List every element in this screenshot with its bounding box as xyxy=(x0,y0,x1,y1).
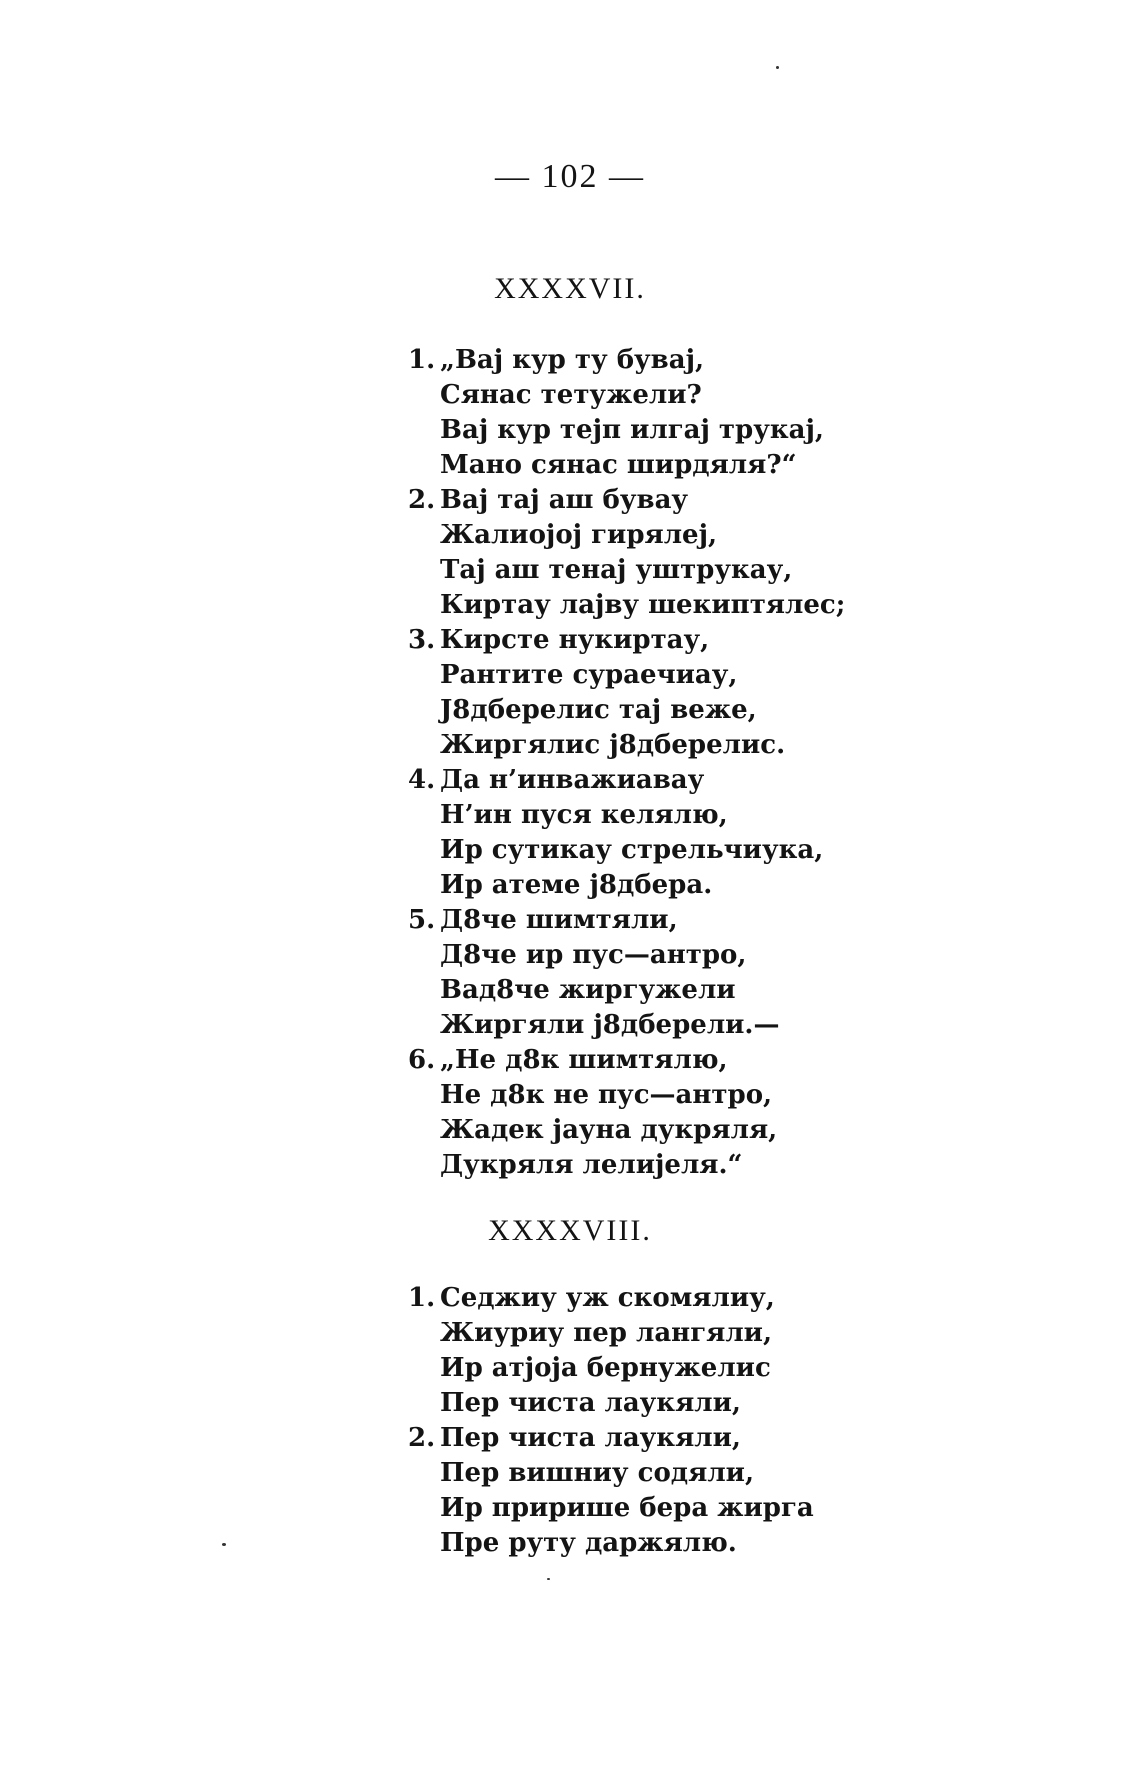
verse-text: Вај кур тејп илгај трукај, xyxy=(440,415,824,445)
verse-text: Ир сутикау стрельчиука, xyxy=(440,835,824,865)
verse-line xyxy=(408,1386,814,1421)
verse-text: Жиргялис ј8дберелис. xyxy=(440,730,786,760)
verse-line xyxy=(408,868,845,903)
verse-text: Кирсте нукиртау, xyxy=(440,625,710,655)
verse-text: Ј8дберелис тај веже, xyxy=(440,695,757,725)
verse-line xyxy=(408,553,845,588)
verse-line xyxy=(408,728,845,763)
verse-text: Жалиојој гирялеј, xyxy=(440,520,718,550)
verse-line xyxy=(408,343,845,378)
verse-text: Жадек јауна дукряля, xyxy=(440,1115,778,1145)
verse-text: Пре руту даржялю. xyxy=(440,1528,737,1558)
verse-line xyxy=(408,413,845,448)
verse-text: Да н’инважиавау xyxy=(440,765,705,795)
verse-line xyxy=(408,378,845,413)
verse-line xyxy=(408,623,845,658)
verse-text: Тај аш тенај уштрукау, xyxy=(440,555,793,585)
verse-text: Пер чиста лаукяли, xyxy=(440,1423,741,1453)
verse-text: Н’ин пуся келялю, xyxy=(440,800,728,830)
section-heading-xxxxviii: XXXXVIII. xyxy=(488,1214,652,1247)
stanza-number: 1. xyxy=(408,1283,436,1313)
verse-text: Дукряля лелијеля.“ xyxy=(440,1150,743,1180)
verse-text: Пер вишниу содяли, xyxy=(440,1458,755,1488)
verse-line xyxy=(408,1351,814,1386)
verse-line xyxy=(408,1043,845,1078)
print-speck xyxy=(776,66,779,69)
stanza-number: 1. xyxy=(408,345,436,375)
verse-line xyxy=(408,938,845,973)
verse-text: Вај тај аш бувау xyxy=(440,485,689,515)
stanza-number: 2. xyxy=(408,485,436,515)
verse-line xyxy=(408,1281,814,1316)
print-speck xyxy=(222,1543,226,1546)
verse-text: Пер чиста лаукяли, xyxy=(440,1388,741,1418)
poem-xxxxviii xyxy=(408,1281,814,1561)
verse-text: Д8че ир пус—антро, xyxy=(440,940,747,970)
stanza-number: 5. xyxy=(408,905,436,935)
verse-line xyxy=(408,973,845,1008)
verse-text: „Не д8к шимтялю, xyxy=(440,1045,728,1075)
verse-line xyxy=(408,763,845,798)
verse-line xyxy=(408,658,845,693)
verse-text: Жиуриу пер лангяли, xyxy=(440,1318,773,1348)
verse-line xyxy=(408,1148,845,1183)
stanza-number: 3. xyxy=(408,625,436,655)
verse-text: Не д8к не пус—антро, xyxy=(440,1080,773,1110)
verse-text: Седжиу уж скомялиу, xyxy=(440,1283,775,1313)
print-speck xyxy=(547,1578,550,1580)
verse-line xyxy=(408,448,845,483)
verse-text: Жиргяли ј8дберели.— xyxy=(440,1010,780,1040)
section-heading-xxxxvii: XXXXVII. xyxy=(494,272,646,305)
verse-line xyxy=(408,798,845,833)
verse-text: Сянас тетужели? xyxy=(440,380,702,410)
stanza-number: 4. xyxy=(408,765,436,795)
verse-text: Вад8че жиргужели xyxy=(440,975,736,1005)
verse-text: Ир атјоја бернужелис xyxy=(440,1353,771,1383)
poem-xxxxvii xyxy=(408,343,845,1183)
verse-line xyxy=(408,1491,814,1526)
verse-line xyxy=(408,1113,845,1148)
verse-line xyxy=(408,1456,814,1491)
verse-line xyxy=(408,833,845,868)
page-number: — 102 — xyxy=(495,158,645,195)
verse-text: Мано сянас ширдяля?“ xyxy=(440,450,797,480)
verse-text: „Вај кур ту бувај, xyxy=(440,345,705,375)
verse-line xyxy=(408,903,845,938)
verse-line xyxy=(408,1316,814,1351)
verse-line xyxy=(408,588,845,623)
verse-line xyxy=(408,1008,845,1043)
verse-line xyxy=(408,1421,814,1456)
stanza-number: 6. xyxy=(408,1045,436,1075)
verse-line xyxy=(408,1526,814,1561)
verse-text: Киртау лајву шекиптялес; xyxy=(440,590,846,620)
verse-text: Д8че шимтяли, xyxy=(440,905,678,935)
verse-line xyxy=(408,518,845,553)
verse-line xyxy=(408,483,845,518)
verse-text: Ир пририше бера жирга xyxy=(440,1493,814,1523)
verse-text: Рантите сураечиау, xyxy=(440,660,738,690)
verse-text: Ир атеме ј8дбера. xyxy=(440,870,713,900)
stanza-number: 2. xyxy=(408,1423,436,1453)
verse-line xyxy=(408,1078,845,1113)
verse-line xyxy=(408,693,845,728)
